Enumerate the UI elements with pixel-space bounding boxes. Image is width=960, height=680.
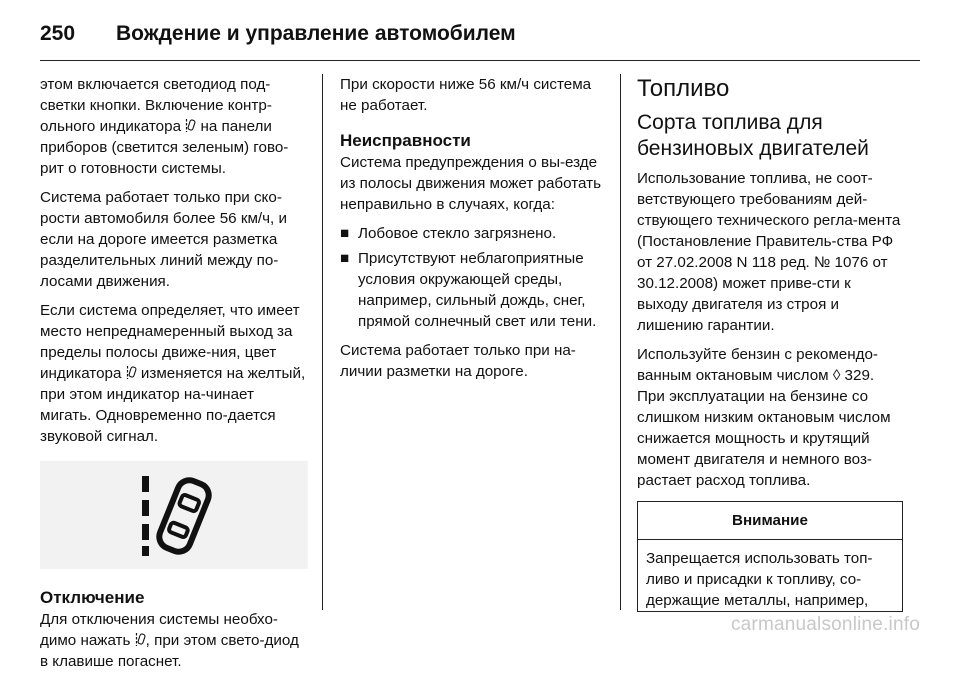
page-header (40, 14, 516, 54)
paragraph (40, 609, 308, 672)
text: Если система определяет, что имеет место непреднамеренный выход за пределы полосы движе-ния, цвет индикатора (40, 302, 300, 382)
column-divider-2 (620, 74, 621, 610)
chapter-heading: Топливо (637, 75, 730, 102)
bullet-marker: ■ (340, 225, 350, 242)
lane-departure-icon (135, 632, 146, 647)
header-divider (40, 60, 920, 61)
warning-text: Запрещается использовать топ-ливо и присадки к топливу, со-держащие металлы, например, (646, 550, 873, 609)
paragraph (40, 74, 308, 179)
page-title: Вождение и управление автомобилем (116, 22, 516, 45)
lane-departure-icon (126, 365, 137, 380)
text: на панели приборов (светится зеленым) гово-рит о готовности системы. (40, 118, 289, 177)
text: 329. При эксплуатации на бензине со слишком низким октановым числом снижается мощность и крутящий момент двигателя и немного воз-растает расход топлива. (637, 367, 891, 489)
paragraph (40, 300, 308, 447)
column-3 (637, 74, 905, 612)
text: Для отключения системы необхо-димо нажать (40, 611, 278, 649)
watermark: carmanualsonline.info (730, 614, 920, 635)
paragraph: Система работает только при на-личии разметки на дороге. (340, 342, 576, 380)
warning-body (638, 540, 902, 611)
column-2 (340, 74, 608, 390)
section-heading: Отключение (40, 588, 145, 607)
warning-title: Внимание (638, 502, 902, 540)
page-reference-arrow: ◊ (832, 367, 841, 384)
paragraph (637, 344, 905, 491)
paragraph: Система предупреждения о вы-езде из полосы движения может работать неправильно в случаях, когда: (340, 154, 602, 213)
paragraph: При скорости ниже 56 км/ч система не работает. (340, 76, 592, 114)
paragraph: Система работает только при ско-рости автомобиля более 56 км/ч, и если на дороге имеется разметка разделительных линий между по-лосами движения. (40, 189, 287, 290)
text: Лобовое стекло загрязнено. (358, 225, 557, 242)
list-item (340, 223, 608, 244)
page-number: 250 (40, 22, 76, 45)
lane-departure-icon (134, 470, 214, 560)
section-heading: Сорта топлива для бензиновых двигателей (637, 111, 869, 160)
section-heading: Неисправности (340, 131, 471, 150)
bullet-marker: ■ (340, 250, 350, 267)
text: этом включается светодиод под-светки кнопки. Включение контр-ольного индикатора (40, 76, 272, 135)
paragraph: Использование топлива, не соот-ветствующего требованиям дей-ствующего технического регла-мента (Постановление Правитель-ства РФ от 27.02.2008 N 118 ред. № 1076 от 30.12.2008) может приве-сти к выходу двигателя из строя и лишению гарантии. (637, 170, 901, 334)
warning-box (637, 501, 903, 612)
lane-departure-icon (185, 118, 196, 133)
list-item (340, 248, 608, 332)
lane-departure-figure (40, 461, 308, 569)
text: изменяется на желтый, при этом индикатор на-чинает мигать. Одновременно по-дается звуковой сигнал. (40, 365, 306, 445)
text: , при этом свето-диод в клавише погаснет. (40, 632, 299, 670)
bullet-list (340, 223, 608, 332)
column-divider-1 (322, 74, 323, 610)
text: Используйте бензин с рекомендо-ванным октановым числом (637, 346, 878, 384)
text: Присутствуют неблагоприятные условия окружающей среды, например, сильный дождь, снег, прямой солнечный свет или тени. (358, 250, 597, 330)
column-1 (40, 74, 308, 680)
